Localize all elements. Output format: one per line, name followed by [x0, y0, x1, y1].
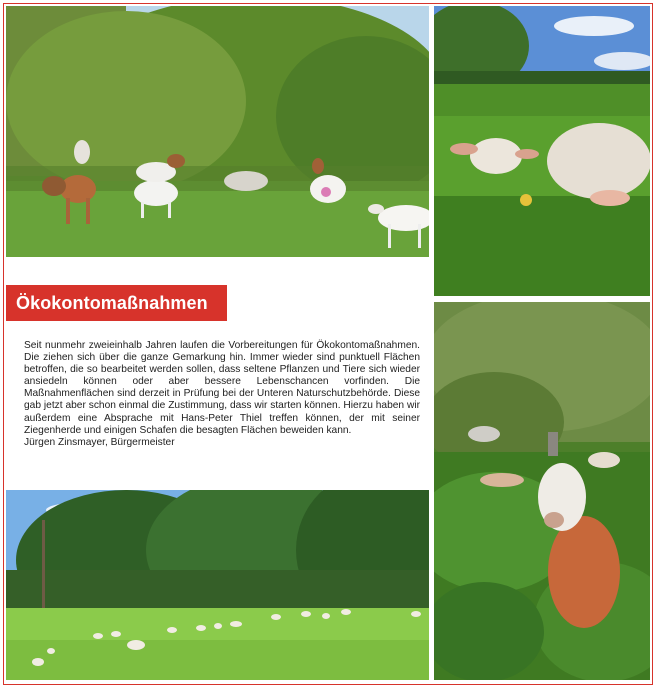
goats-grazing-photo — [6, 6, 429, 257]
goat-eating-photo — [434, 302, 650, 680]
section-heading — [6, 285, 227, 321]
article-signature: Jürgen Zinsmayer, Bürgermeister — [24, 436, 175, 448]
article-paragraph: Seit nunmehr zweieinhalb Jahren laufen die Vorbereitungen für Ökokontomaßnahmen. Die ziehen sich über die ganze Gemarkung hin. Immer wieder sind punktuell Flächen betroffen, die so bearbeitet werden sollen, dass seltene Pflanzen und Tiere sich wieder ansiedeln können oder aber bessere Lebenschancen vorfinden. Die Maßnahmenflächen sind derzeit in Prüfung bei der Unteren Naturschutzbehörde. Diese gab jetzt aber schon einmal die Zustimmung, dass wir starten können. Hierzu haben wir außerdem eine Absprache mit Hans-Peter Thiel treffen können, der mit seiner Ziegenherde und einigen Schafen die besagten Flächen beweiden kann. — [24, 340, 420, 436]
lamb-in-grass-photo — [434, 6, 650, 296]
sheep-meadow-photo — [6, 490, 429, 680]
article-body — [24, 340, 420, 449]
section-heading-text: Ökokontomaßnahmen — [16, 292, 208, 313]
